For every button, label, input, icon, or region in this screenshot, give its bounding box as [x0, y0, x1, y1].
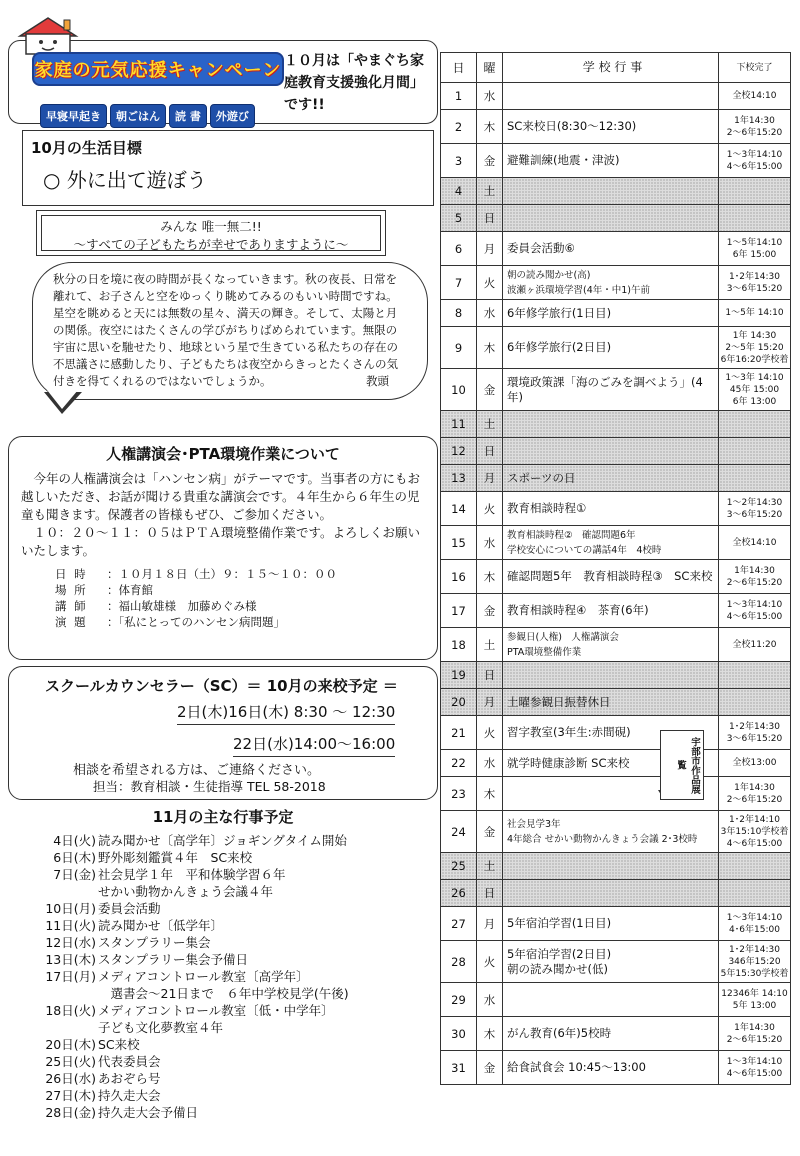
table-row	[441, 853, 791, 880]
november-item	[30, 849, 440, 866]
weekday-cell: 水	[477, 983, 503, 1017]
november-item-date	[30, 883, 98, 900]
november-item-text: SC来校	[98, 1037, 140, 1052]
counselor-dates: 2日(木)16日(木) 8:30 ～ 12:30	[177, 701, 395, 725]
weekday-cell: 日	[477, 438, 503, 465]
november-item-text: 子ども文化夢教室４年	[98, 1020, 224, 1035]
dismissal-cell: 1年14:30 2～6年15:20	[719, 1017, 791, 1051]
weekday-cell: 火	[477, 941, 503, 983]
goal-text: ○ 外に出て遊ぼう	[43, 168, 207, 192]
november-item	[30, 968, 440, 985]
november-item-date: 18日(火)	[45, 1003, 96, 1018]
event-cell	[503, 83, 719, 110]
header-events: 学 校 行 事	[503, 53, 719, 83]
day-cell: 7	[441, 266, 477, 300]
day-cell: 29	[441, 983, 477, 1017]
dismissal-cell: 1～5年14:10 6年 15:00	[719, 232, 791, 266]
dismissal-cell	[719, 880, 791, 907]
weekday-cell: 火	[477, 266, 503, 300]
campaign-tags	[40, 104, 255, 128]
day-cell: 31	[441, 1051, 477, 1085]
event-cell: 教育相談時程② 確認問題6年 学校安心についての講話4年 4校時	[503, 526, 719, 560]
table-row	[441, 232, 791, 266]
table-row	[441, 300, 791, 327]
table-row	[441, 941, 791, 983]
weekday-cell: 日	[477, 205, 503, 232]
table-row	[441, 716, 791, 750]
november-item	[30, 883, 440, 900]
event-cell: 5年宿泊学習(2日目) 朝の読み聞かせ(低)	[503, 941, 719, 983]
event-cell	[503, 178, 719, 205]
table-row	[441, 1051, 791, 1085]
event-cell: 6年修学旅行(1日目)	[503, 300, 719, 327]
counselor-date-extra: 22日(水)14:00～16:00	[233, 733, 395, 757]
table-row	[441, 777, 791, 811]
november-item	[30, 1104, 440, 1121]
weekday-cell: 土	[477, 853, 503, 880]
campaign-tag: 早寝早起き	[40, 104, 107, 128]
november-item	[30, 1087, 440, 1104]
weekday-cell: 木	[477, 560, 503, 594]
day-cell: 22	[441, 750, 477, 777]
weekday-cell: 火	[477, 716, 503, 750]
event-cell: 給食試食会 10:45～13:00	[503, 1051, 719, 1085]
event-cell: 避難訓練(地震・津波)	[503, 144, 719, 178]
table-row	[441, 205, 791, 232]
month-note: １０月は「やまぐち家庭教育支援強化月間」です!!	[284, 53, 424, 113]
lecture-detail-row	[55, 614, 425, 630]
event-cell	[503, 662, 719, 689]
weekday-cell: 月	[477, 465, 503, 492]
table-row	[441, 144, 791, 178]
november-item-date: 17日(月)	[45, 969, 96, 984]
detail-value: ：福山敏雄様 加藤めぐみ様	[107, 599, 257, 613]
weekday-cell: 金	[477, 811, 503, 853]
dismissal-cell	[719, 662, 791, 689]
day-cell: 14	[441, 492, 477, 526]
november-item-date: 25日(火)	[45, 1054, 96, 1069]
campaign-tag: 読 書	[169, 104, 207, 128]
dismissal-cell	[719, 178, 791, 205]
day-cell: 19	[441, 662, 477, 689]
day-cell: 16	[441, 560, 477, 594]
goal-heading: 10月の生活目標	[31, 139, 142, 157]
weekday-cell: 日	[477, 880, 503, 907]
dismissal-cell: 1年14:30 2～6年15:20	[719, 777, 791, 811]
weekday-cell: 木	[477, 110, 503, 144]
event-cell: 習字教室(3年生:赤間硯)	[503, 716, 719, 750]
lecture-section	[8, 436, 438, 660]
event-cell	[503, 880, 719, 907]
november-item-date: 12日(水)	[45, 935, 96, 950]
motto-line2: ～すべての子どもたちが幸せでありますように～	[73, 237, 349, 252]
dismissal-cell: 1～3年14:10 4･6年15:00	[719, 907, 791, 941]
day-cell: 6	[441, 232, 477, 266]
november-item-date: 13日(木)	[45, 952, 96, 967]
lecture-detail-row	[55, 598, 425, 614]
day-cell: 10	[441, 369, 477, 411]
table-row	[441, 750, 791, 777]
detail-value: ：体育館	[107, 583, 153, 597]
weekday-cell: 金	[477, 594, 503, 628]
november-item-text: 代表委員会	[98, 1054, 161, 1069]
november-item-date: 10日(月)	[45, 901, 96, 916]
event-cell: 土曜参観日振替休日	[503, 689, 719, 716]
table-row	[441, 594, 791, 628]
dismissal-cell: 1～3年14:10 4～6年15:00	[719, 144, 791, 178]
weekday-cell: 金	[477, 144, 503, 178]
day-cell: 11	[441, 411, 477, 438]
day-cell: 12	[441, 438, 477, 465]
event-cell: がん教育(6年)5校時	[503, 1017, 719, 1051]
weekday-cell: 日	[477, 662, 503, 689]
lecture-detail-row	[55, 582, 425, 598]
event-cell: 5年宿泊学習(1日目)	[503, 907, 719, 941]
event-cell: 確認問題5年 教育相談時程③ SC来校	[503, 560, 719, 594]
weekday-cell: 土	[477, 178, 503, 205]
day-cell: 23	[441, 777, 477, 811]
november-item-text: 野外彫刻鑑賞４年 SC来校	[98, 850, 253, 865]
speech-tail-fill	[47, 390, 78, 409]
table-row	[441, 560, 791, 594]
header-weekday: 曜	[477, 53, 503, 83]
day-cell: 30	[441, 1017, 477, 1051]
day-cell: 8	[441, 300, 477, 327]
weekday-cell: 金	[477, 1051, 503, 1085]
weekday-cell: 水	[477, 526, 503, 560]
counselor-heading: スクールカウンセラー（SC）＝ 10月の来校予定 ＝	[45, 677, 398, 695]
november-item	[30, 934, 440, 951]
table-row	[441, 369, 791, 411]
table-row	[441, 983, 791, 1017]
event-cell: 教育相談時程①	[503, 492, 719, 526]
dismissal-cell: 1年14:30 2～6年15:20	[719, 560, 791, 594]
day-cell: 21	[441, 716, 477, 750]
november-item-text: 選書会～21日まで ６年中学校見学(午後)	[98, 986, 349, 1001]
header-day: 日	[441, 53, 477, 83]
day-cell: 27	[441, 907, 477, 941]
dismissal-cell	[719, 853, 791, 880]
day-cell: 26	[441, 880, 477, 907]
event-cell: 教育相談時程④ 茶育(6年)	[503, 594, 719, 628]
weekday-cell: 木	[477, 327, 503, 369]
table-row	[441, 266, 791, 300]
november-item	[30, 951, 440, 968]
dismissal-cell: 1～5年 14:10	[719, 300, 791, 327]
event-cell: 参観日(人権) 人権講演会 PTA環境整備作業	[503, 628, 719, 662]
table-row	[441, 465, 791, 492]
november-item-text: あおぞら号	[98, 1071, 161, 1086]
event-cell: 6年修学旅行(2日目)	[503, 327, 719, 369]
day-cell: 20	[441, 689, 477, 716]
dismissal-cell: 全校13:00	[719, 750, 791, 777]
day-cell: 2	[441, 110, 477, 144]
table-row	[441, 689, 791, 716]
table-row	[441, 811, 791, 853]
november-item-date: 7日(金)	[53, 867, 96, 882]
weekday-cell: 土	[477, 628, 503, 662]
november-item-text: 持久走大会	[98, 1088, 161, 1103]
event-cell: 社会見学3年 4年総合 せかい動物かんきょう会議 2･3校時	[503, 811, 719, 853]
table-row	[441, 327, 791, 369]
table-row	[441, 411, 791, 438]
lecture-para2: １０：２０～１１：０５はＰＴＡ環境整備作業です。よろしくお願いいたします。	[21, 525, 421, 558]
november-item-date: 4日(火)	[53, 833, 96, 848]
november-item-date: 26日(水)	[45, 1071, 96, 1086]
november-item-date	[30, 1019, 98, 1036]
campaign-tag: 外遊び	[210, 104, 255, 128]
detail-key: 場 所	[55, 583, 88, 597]
day-cell: 9	[441, 327, 477, 369]
detail-value: ：「私にとってのハンセン病問題」	[107, 615, 286, 629]
november-item-text: メディアコントロール教室〔低・中学年〕	[98, 1003, 334, 1018]
october-schedule-table	[440, 52, 791, 1085]
day-cell: 1	[441, 83, 477, 110]
detail-key: 演 題	[55, 615, 88, 629]
event-cell: 朝の読み聞かせ(高) 波瀬ヶ浜環境学習(4年・中1)午前	[503, 266, 719, 300]
november-item-date: 28日(金)	[45, 1105, 96, 1120]
table-header-row	[441, 53, 791, 83]
day-cell: 25	[441, 853, 477, 880]
campaign-title: 家庭の元気応援キャンペーン	[34, 60, 282, 81]
dismissal-cell: 1年14:30 2～6年15:20	[719, 110, 791, 144]
table-row	[441, 526, 791, 560]
dismissal-cell	[719, 205, 791, 232]
header-dismissal: 下校完了	[719, 53, 791, 83]
message-body: 秋分の日を境に夜の時間が長くなっていきます。秋の夜長、日常を離れて、お子さんと空をゆっくり眺めてみるのもいい時間ですね。星空を眺めると天には無数の星々、満天の輝き。そして、太陽と月の関係。夜空にはたくさんの学びがちりばめられています。無限の宇宙に思いを馳せたり、地球という星で生きている私たちの存在の不思議さに感動したり、子どもたちは夜空からきっとたくさんの気付きを得てくれるのではないでしょうか。	[53, 272, 398, 388]
motto-inner	[41, 215, 381, 251]
november-item	[30, 866, 440, 883]
weekday-cell: 火	[477, 492, 503, 526]
table-row	[441, 492, 791, 526]
november-item-date: 27日(木)	[45, 1088, 96, 1103]
november-item	[30, 1053, 440, 1070]
event-cell: 環境政策課「海のごみを調べよう」(4年)	[503, 369, 719, 411]
counselor-contact: 担当：教育相談・生徒指導 TEL 58-2018	[93, 779, 326, 794]
day-cell: 24	[441, 811, 477, 853]
table-row	[441, 1017, 791, 1051]
november-list	[30, 832, 440, 1121]
dismissal-cell: 1･2年14:30 3～6年15:20	[719, 266, 791, 300]
november-item-text: スタンプラリー集会	[98, 935, 211, 950]
weekday-cell: 木	[477, 777, 503, 811]
day-cell: 13	[441, 465, 477, 492]
lecture-para1: 今年の人権講演会は「ハンセン病」がテーマです。当事者の方にもお越しいただき、お話が聞ける貴重な講演会です。４年生から６年生の児童も聞きます。保護者の皆様もぜひ、ご参加ください。	[21, 471, 421, 522]
event-cell	[503, 983, 719, 1017]
november-item-text: 持久走大会予備日	[98, 1105, 199, 1120]
campaign-banner	[14, 14, 282, 123]
motto-frame	[36, 210, 386, 256]
detail-value: ：１０月１８日（土）９：１５～１０：００	[107, 567, 337, 581]
day-cell: 17	[441, 594, 477, 628]
table-row	[441, 83, 791, 110]
table-row	[441, 628, 791, 662]
day-cell: 4	[441, 178, 477, 205]
dismissal-cell: 1･2年14:30 3～6年15:20	[719, 716, 791, 750]
table-row	[441, 907, 791, 941]
event-cell: スポーツの日	[503, 465, 719, 492]
november-item-date	[30, 985, 98, 1002]
motto-line1: みんな 唯一無二!!	[160, 219, 262, 234]
dismissal-cell: 1年 14:30 2～5年 15:20 6年16:20学校着	[719, 327, 791, 369]
lecture-heading: 人権講演会･PTA環境作業について	[106, 445, 340, 463]
weekday-cell: 月	[477, 689, 503, 716]
counselor-section	[8, 666, 438, 800]
weekday-cell: 水	[477, 83, 503, 110]
november-item	[30, 1036, 440, 1053]
november-item	[30, 917, 440, 934]
november-item-text: 社会見学１年 平和体験学習６年	[98, 867, 286, 882]
campaign-title-box	[32, 52, 284, 86]
dismissal-cell: 全校14:10	[719, 526, 791, 560]
exhibit-note: 宇部市作品展覧	[660, 730, 704, 800]
november-item-date: 11日(火)	[45, 918, 96, 933]
day-cell: 28	[441, 941, 477, 983]
day-cell: 15	[441, 526, 477, 560]
event-cell: SC来校日(8:30～12:30)	[503, 110, 719, 144]
weekday-cell: 水	[477, 750, 503, 777]
event-cell: 委員会活動⑥	[503, 232, 719, 266]
goal-box	[22, 130, 434, 206]
event-cell	[503, 438, 719, 465]
day-cell: 18	[441, 628, 477, 662]
november-item	[30, 1070, 440, 1087]
dismissal-cell	[719, 411, 791, 438]
november-item-text: スタンプラリー集会予備日	[98, 952, 249, 967]
november-item	[30, 832, 440, 849]
weekday-cell: 土	[477, 411, 503, 438]
table-row	[441, 178, 791, 205]
weekday-cell: 木	[477, 1017, 503, 1051]
dismissal-cell	[719, 689, 791, 716]
dismissal-cell	[719, 438, 791, 465]
november-item	[30, 985, 440, 1002]
dismissal-cell: 12346年 14:10 5年 13:00	[719, 983, 791, 1017]
dismissal-cell: 全校11:20	[719, 628, 791, 662]
dismissal-cell	[719, 465, 791, 492]
lecture-detail-row	[55, 566, 425, 582]
dismissal-cell: 1･2年14:10 3年15:10学校着 4～6年15:00	[719, 811, 791, 853]
lecture-details	[55, 566, 425, 630]
november-heading: 11月の主な行事予定	[152, 808, 294, 826]
dismissal-cell: 1～2年14:30 3～6年15:20	[719, 492, 791, 526]
detail-key: 講 師	[55, 599, 88, 613]
event-cell: 就学時健康診断 SC来校	[503, 750, 719, 777]
dismissal-cell: 1･2年14:30 346年15:20 5年15:30学校着	[719, 941, 791, 983]
day-cell: 3	[441, 144, 477, 178]
event-cell	[503, 411, 719, 438]
november-item-text: せかい動物かんきょう会議４年	[98, 884, 274, 899]
message-signature: 教頭	[366, 374, 389, 388]
november-item-text: 委員会活動	[98, 901, 161, 916]
schedule-body	[441, 83, 791, 1085]
day-cell: 5	[441, 205, 477, 232]
dismissal-cell: 1～3年 14:10 45年 15:00 6年 13:00	[719, 369, 791, 411]
november-item-text: 読み聞かせ〔高学年〕ジョギングタイム開始	[98, 833, 347, 848]
weekday-cell: 月	[477, 907, 503, 941]
november-item	[30, 1019, 440, 1036]
event-cell	[503, 205, 719, 232]
november-item-date: 6日(木)	[53, 850, 96, 865]
november-item	[30, 900, 440, 917]
table-row	[441, 438, 791, 465]
table-row	[441, 662, 791, 689]
november-item-text: メディアコントロール教室〔高学年〕	[98, 969, 309, 984]
weekday-cell: 水	[477, 300, 503, 327]
event-cell	[503, 853, 719, 880]
detail-key: 日 時	[55, 567, 88, 581]
november-item-date: 20日(木)	[45, 1037, 96, 1052]
dismissal-cell: 1～3年14:10 4～6年15:00	[719, 594, 791, 628]
weekday-cell: 金	[477, 369, 503, 411]
table-row	[441, 880, 791, 907]
speech-bubble	[32, 262, 428, 400]
campaign-tag: 朝ごはん	[110, 104, 166, 128]
table-row	[441, 110, 791, 144]
dismissal-cell: 1～3年14:10 4～6年15:00	[719, 1051, 791, 1085]
counselor-contact-note: 相談を希望される方は、ご連絡ください。	[73, 763, 321, 778]
november-item	[30, 1002, 440, 1019]
november-item-text: 読み聞かせ〔低学年〕	[98, 918, 224, 933]
dismissal-cell: 全校14:10	[719, 83, 791, 110]
weekday-cell: 月	[477, 232, 503, 266]
